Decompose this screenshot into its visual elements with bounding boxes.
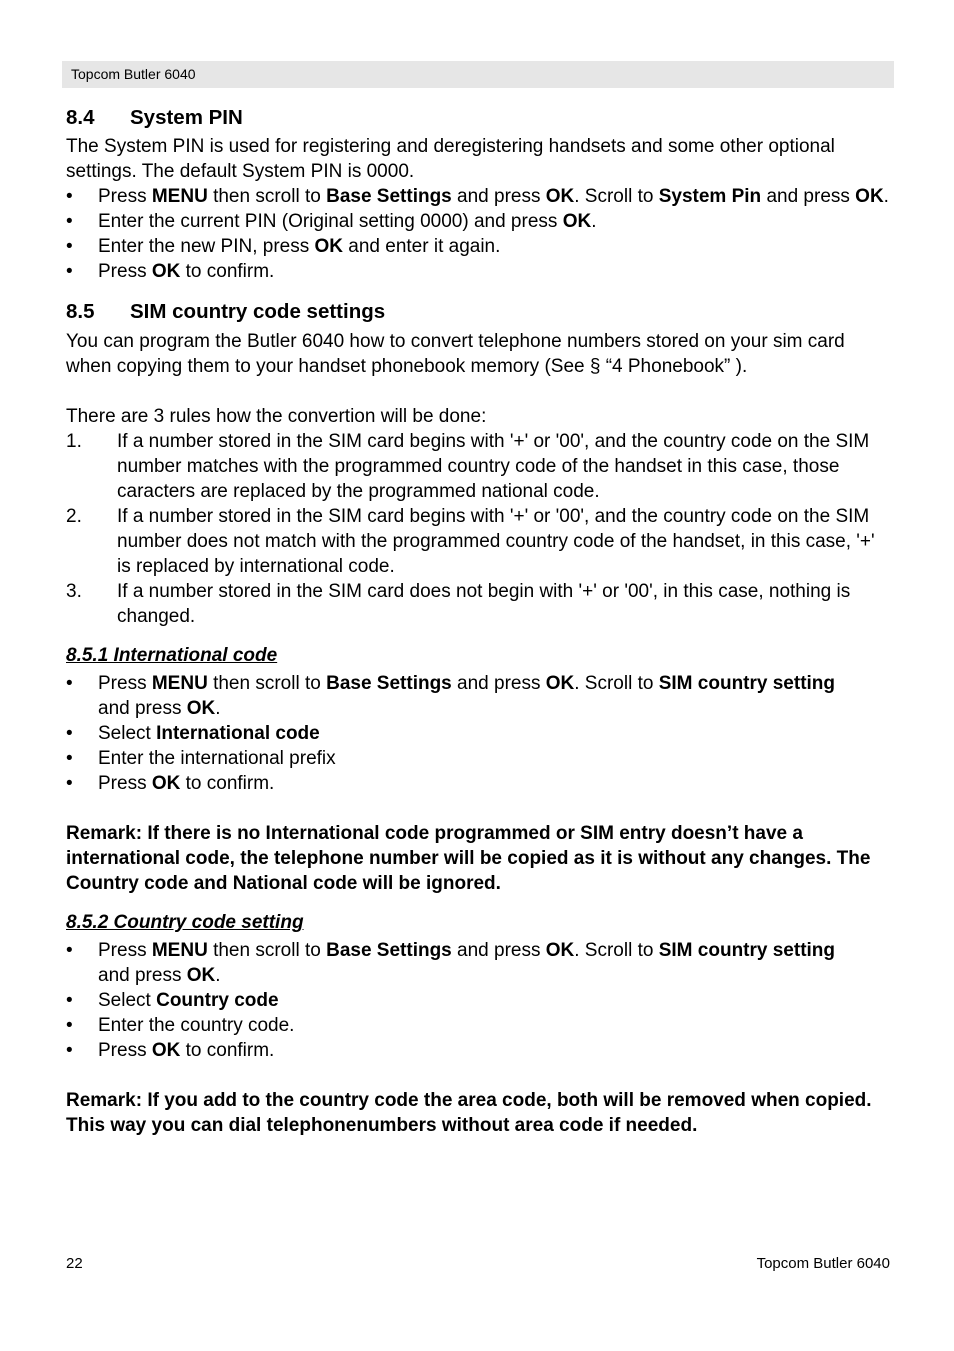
list-item: • Press OK to confirm. (66, 1038, 892, 1063)
section-number: 8.5 (66, 300, 95, 323)
rules-list (66, 429, 892, 629)
list-item: • Select Country code (66, 988, 892, 1013)
header-title: Topcom Butler 6040 (71, 66, 196, 82)
list-item: • Enter the international prefix (66, 746, 892, 771)
list-item: • Enter the new PIN, press OK and enter it again. (66, 234, 892, 259)
bullet-list-8-4 (66, 184, 892, 284)
list-item: • Press MENU then scroll to Base Settings and press OK. Scroll to SIM country setting and press OK. (66, 938, 892, 988)
list-item: • Press MENU then scroll to Base Settings and press OK. Scroll to System Pin and press OK. (66, 184, 892, 209)
bullet-list-8-5-2 (66, 938, 892, 1063)
list-item: 1. If a number stored in the SIM card begins with '+' or '00', and the country code on the SIM number matches with the programmed country code of the handset in this case, those caracters are replaced by the programmed national code. (66, 431, 870, 502)
list-item: • Enter the country code. (66, 1013, 892, 1038)
section-title: SIM country code settings (130, 300, 386, 323)
subsection-heading-8-5-1: 8.5.1 International code (66, 645, 278, 666)
section-heading-8-5 (66, 298, 892, 326)
section-intro: The System PIN is used for registering and deregistering handsets and some other optional settings. The default System PIN is 0000. (66, 136, 835, 182)
page-number: 22 (66, 1255, 83, 1272)
list-item: • Select International code (66, 721, 892, 746)
section-intro: You can program the Butler 6040 how to convert telephone numbers stored on your sim card when copying them to your handset phonebook memory (See § “4 Phonebook” ). (66, 331, 845, 377)
page-content (66, 104, 892, 1138)
section-title: System PIN (130, 106, 243, 129)
remark-text: Remark: If there is no International code programmed or SIM entry doesn’t have a international code, the telephone number will be copied as it is without any changes. The Country code and National code will be ignored. (66, 823, 871, 894)
section-heading-8-4 (66, 104, 892, 132)
subsection-heading-8-5-2: 8.5.2 Country code setting (66, 912, 304, 933)
bullet-list-8-5-1 (66, 671, 892, 796)
list-item: • Press OK to confirm. (66, 259, 892, 284)
footer-title: Topcom Butler 6040 (756, 1255, 890, 1272)
list-item: 2. If a number stored in the SIM card begins with '+' or '00', and the country code on the SIM number does not match with the programmed country code of the handset, in this case, '+' is replaced by international code. (66, 506, 875, 577)
section-number: 8.4 (66, 106, 95, 129)
list-item: 3. If a number stored in the SIM card does not begin with '+' or '00', in this case, nothing is changed. (66, 581, 851, 627)
remark-text: Remark: If you add to the country code the area code, both will be removed when copied. This way you can dial telephonenumbers without area code if needed. (66, 1090, 872, 1136)
list-item: • Press MENU then scroll to Base Settings and press OK. Scroll to SIM country setting and press OK. (66, 671, 892, 721)
list-item: • Press OK to confirm. (66, 771, 892, 796)
running-header (62, 61, 894, 88)
list-item: • Enter the current PIN (Original setting 0000) and press OK. (66, 209, 892, 234)
rules-intro: There are 3 rules how the convertion will be done: (66, 406, 487, 427)
